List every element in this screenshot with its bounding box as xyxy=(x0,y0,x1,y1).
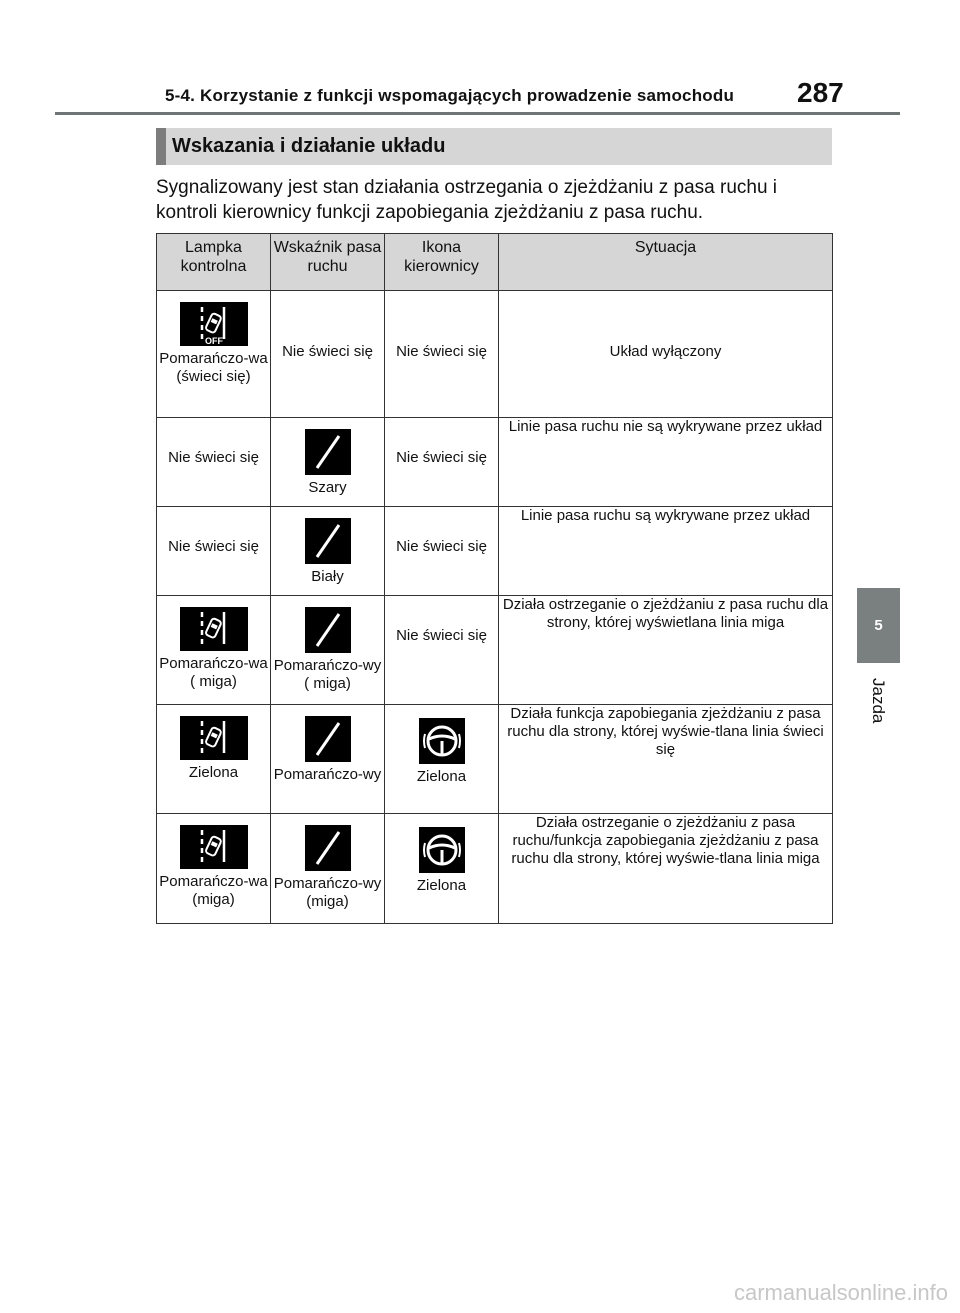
lane-line-icon xyxy=(305,518,351,564)
lane-cell-text: Biały xyxy=(311,568,344,585)
table-row xyxy=(157,418,833,507)
situation-cell: Linie pasa ruchu są wykrywane przez układ xyxy=(499,507,833,596)
lamp-cell-text: Nie świeci się xyxy=(168,538,259,555)
wheel-cell xyxy=(385,814,499,924)
lane-cell xyxy=(271,814,385,924)
svg-text:OFF: OFF xyxy=(204,336,223,346)
lane-cell xyxy=(271,418,385,507)
lamp-cell xyxy=(157,507,271,596)
header-situation: Sytuacja xyxy=(499,234,833,291)
lane-cell xyxy=(271,507,385,596)
lane-cell-text: Pomarańczo-wy (miga) xyxy=(273,875,382,910)
lane-line-icon xyxy=(305,429,351,475)
lane-cell xyxy=(271,291,385,418)
wheel-cell-text: Nie świeci się xyxy=(396,343,487,360)
wheel-cell xyxy=(385,507,499,596)
lamp-cell xyxy=(157,596,271,705)
header-lane-indicator: Wskaźnik pasa ruchu xyxy=(271,234,385,291)
table-row xyxy=(157,291,833,418)
table-row xyxy=(157,596,833,705)
header-lamp: Lampka kontrolna xyxy=(157,234,271,291)
table-row xyxy=(157,814,833,924)
wheel-cell xyxy=(385,291,499,418)
wheel-cell-text: Nie świeci się xyxy=(396,538,487,555)
lane-line-icon xyxy=(305,825,351,871)
table-row xyxy=(157,705,833,814)
chapter-label: Jazda xyxy=(869,678,888,724)
lamp-cell-text: Zielona xyxy=(188,764,239,781)
lane-departure-off-icon xyxy=(180,302,248,346)
wheel-cell-text: Nie świeci się xyxy=(396,627,487,644)
lamp-cell-text: Pomarańczo-wa (świeci się) xyxy=(159,350,268,385)
steering-wheel-icon xyxy=(419,718,465,764)
chapter-tab[interactable]: 5 xyxy=(857,588,900,663)
wheel-cell-text: Nie świeci się xyxy=(396,449,487,466)
lamp-cell-text: Pomarańczo-wa ( miga) xyxy=(159,655,268,690)
lane-departure-icon xyxy=(180,607,248,651)
intro-paragraph: Sygnalizowany jest stan działania ostrzegania o zjeżdżaniu z pasa ruchu i kontroli kierownicy funkcji zapobiegania zjeżdżaniu z pasa ruchu. xyxy=(156,177,778,223)
lane-cell-text: Nie świeci się xyxy=(282,343,373,360)
lane-cell-text: Pomarańczo-wy xyxy=(273,766,382,783)
situation-cell: Działa ostrzeganie o zjeżdżaniu z pasa ruchu/funkcja zapobiegania zjeżdżaniu z pasa ruchu dla strony, której wyświe-tlana linia miga xyxy=(499,814,833,924)
header-divider xyxy=(55,112,900,115)
lane-departure-icon xyxy=(180,716,248,760)
running-header-title: 5-4. Korzystanie z funkcji wspomagających prowadzenie samochodu xyxy=(165,86,735,105)
lane-line-icon xyxy=(305,716,351,762)
lamp-cell xyxy=(157,418,271,507)
lamp-cell xyxy=(157,814,271,924)
header-wheel-icon: Ikona kierownicy xyxy=(385,234,499,291)
situation-cell: Działa funkcja zapobiegania zjeżdżaniu z pasa ruchu dla strony, której wyświe-tlana linia świeci się xyxy=(499,705,833,814)
lane-cell-text: Szary xyxy=(308,479,347,496)
lamp-cell xyxy=(157,705,271,814)
wheel-cell-text: Zielona xyxy=(416,768,467,785)
steering-wheel-icon xyxy=(419,827,465,873)
wheel-cell xyxy=(385,705,499,814)
lamp-cell-text: Nie świeci się xyxy=(168,449,259,466)
lamp-cell-text: Pomarańczo-wa (miga) xyxy=(159,873,268,908)
wheel-cell xyxy=(385,418,499,507)
page-number: 287 xyxy=(797,77,844,108)
situation-cell: Układ wyłączony xyxy=(499,291,833,418)
lane-line-icon xyxy=(305,607,351,653)
table-row xyxy=(157,507,833,596)
lane-departure-icon xyxy=(180,825,248,869)
wheel-cell-text: Zielona xyxy=(416,877,467,894)
lane-cell xyxy=(271,596,385,705)
lane-cell xyxy=(271,705,385,814)
wheel-cell xyxy=(385,596,499,705)
watermark-text: carmanualsonline.info xyxy=(733,1280,948,1305)
indicator-status-table xyxy=(156,233,833,924)
section-title: Wskazania i działanie układu xyxy=(156,128,832,165)
situation-cell: Linie pasa ruchu nie są wykrywane przez układ xyxy=(499,418,833,507)
table-header-row xyxy=(157,234,833,291)
lane-cell-text: Pomarańczo-wy ( miga) xyxy=(273,657,382,692)
lamp-cell xyxy=(157,291,271,418)
situation-cell: Działa ostrzeganie o zjeżdżaniu z pasa ruchu dla strony, której wyświetlana linia miga xyxy=(499,596,833,705)
